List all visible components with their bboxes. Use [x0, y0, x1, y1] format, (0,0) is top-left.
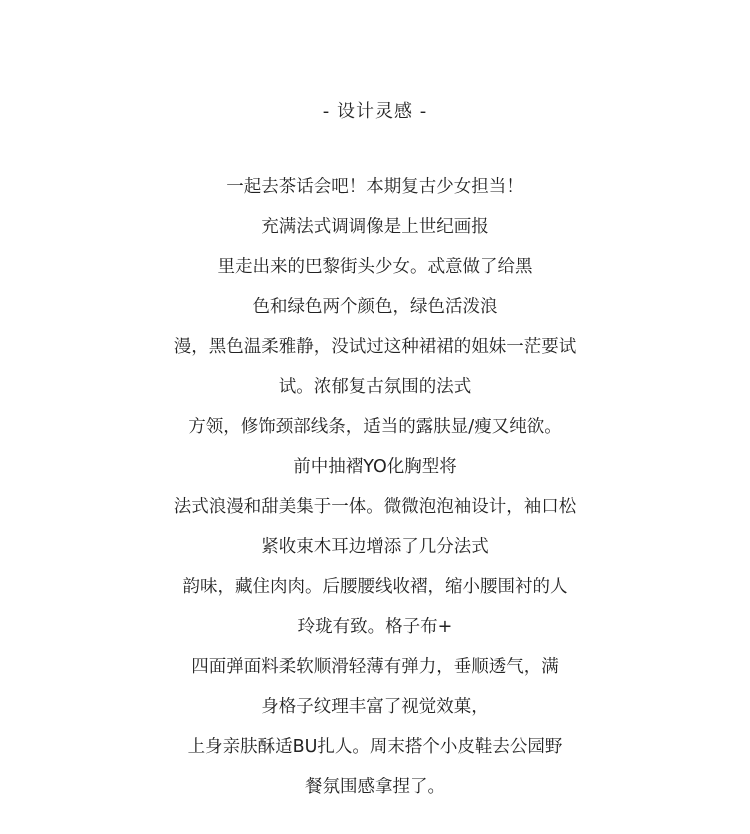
text-line: 漫，黑色温柔雅静，没试过这种裙裙的姐妹一茫要试	[173, 337, 577, 357]
design-inspiration-text	[0, 174, 750, 814]
text-line: 紧收束木耳边增添了几分法式	[261, 537, 489, 557]
text-line: 充满法式调调像是上世纪画报	[261, 217, 489, 237]
text-line: 韵味，藏住肉肉。后腰腰线收褶，缩小腰围衬的人	[182, 577, 568, 597]
text-line: 上身亲肤酥适BU扎人。周末搭个小皮鞋去公园野	[187, 737, 563, 757]
text-line: 法式浪漫和甜美集于一体。微微泡泡袖设计，袖口松	[173, 497, 577, 517]
section-title: - 设计灵感 -	[322, 101, 428, 122]
text-line: 前中抽褶YO化胸型将	[293, 457, 457, 477]
text-line: 方领，修饰颈部线条，适当的露肤显/瘦又纯欲。	[188, 417, 562, 437]
text-line: 一起去茶话会吧！本期复古少女担当！	[226, 177, 524, 197]
text-line: 四面弹面料柔软顺滑轻薄有弹力，垂顺透气，满	[191, 657, 559, 677]
text-line: 试。浓郁复古氛围的法式	[278, 377, 472, 397]
text-line: 餐氛围感拿捏了。	[305, 777, 445, 797]
text-line: 身格子纹理丰富了视觉效菓，	[261, 697, 489, 717]
text-line: 色和绿色两个颜色，绿色活泼浪	[252, 297, 498, 317]
text-line: 里走出来的巴黎街头少女。忒意做了给黑	[217, 257, 533, 277]
text-line: 玲珑有致。格子布+	[297, 617, 453, 637]
